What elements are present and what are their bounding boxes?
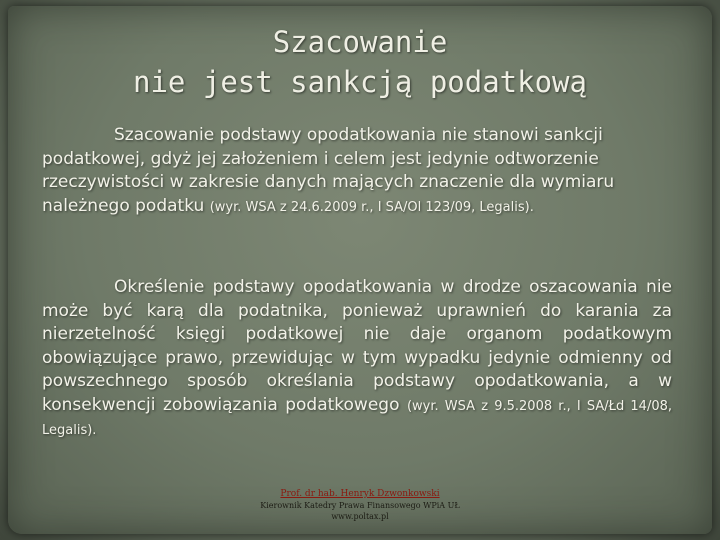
title-line-2: nie jest sankcją podatkową xyxy=(133,65,587,99)
paragraph-1-text-b: , gdyż jej założeniem i celem jest jedynie odtworzenie rzeczywistości w zakresie danych mających znaczenie dla wymiaru należnego podatku xyxy=(42,148,615,216)
paragraph-2 xyxy=(42,276,672,443)
paragraph-2-citation: (wyr. WSA z 9.5.2008 r., I SA/Łd 14/08, Legalis). xyxy=(42,398,672,438)
paragraph-2-text: Określenie podstawy opodatkowania w drodze oszacowania nie może być karą dla podatnika, ponieważ uprawnień do karania za nierzetelność księgi podatkowej nie daje organom podatkowym obowiązujące prawo, przewidując w tym wypadku jedynie odmienny od powszechnego sposób określania podstawy opodatkowania, a w konsekwencji zobowiązania podatkowego xyxy=(42,277,672,415)
footer xyxy=(0,489,720,522)
paragraph-1-emphasis: nie stanowi sankcji podatkowej xyxy=(42,125,603,169)
footer-position: Kierownik Katedry Prawa Finansowego WPiA UŁ xyxy=(260,501,460,510)
paragraph-1 xyxy=(42,124,672,219)
slide-title xyxy=(0,22,720,102)
footer-website: www.poltax.pl xyxy=(331,512,389,521)
footer-author-link[interactable]: Prof. dr hab. Henryk Dzwonkowski xyxy=(280,489,440,499)
paragraph-1-citation: (wyr. WSA z 24.6.2009 r., I SA/Ol 123/09, Legalis). xyxy=(209,199,534,215)
title-line-1: Szacowanie xyxy=(272,25,448,59)
paragraph-1-text-a: Szacowanie podstawy opodatkowania xyxy=(114,125,442,145)
